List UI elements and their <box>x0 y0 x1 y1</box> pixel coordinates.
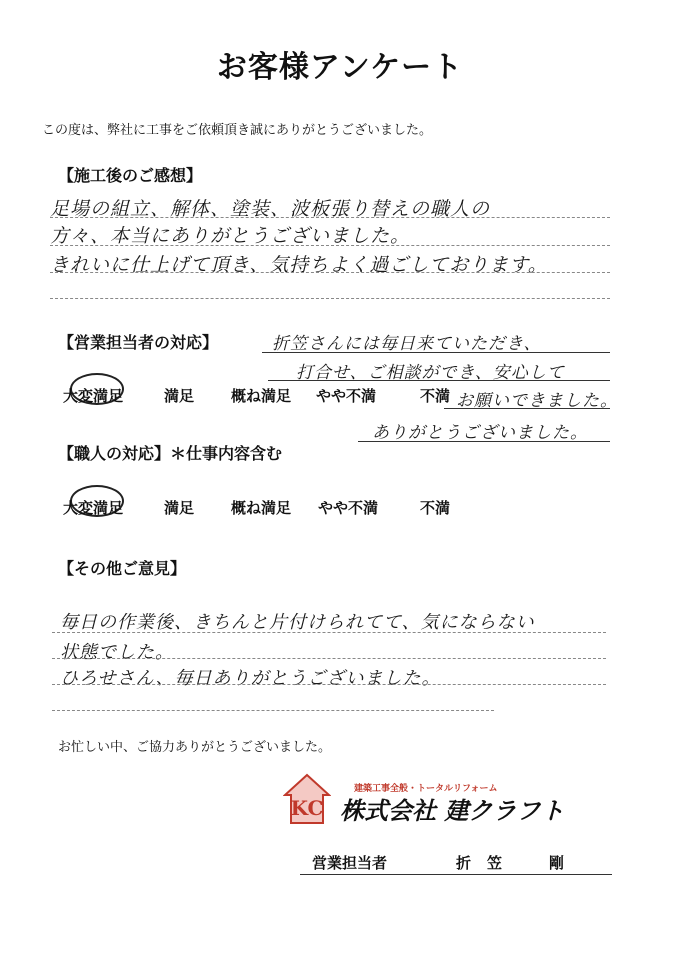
other-line-3: ひろせさん、毎日ありがとうございました。 <box>60 668 441 689</box>
craftsman-option-very-satisfied[interactable]: 大変満足 <box>63 499 124 517</box>
craftsman-option-dissatisfied[interactable]: 不満 <box>420 499 451 517</box>
craftsman-option-mostly-satisfied[interactable]: 概ね満足 <box>231 499 292 517</box>
impression-line-2: 方々、本当にありがとうございました。 <box>50 225 411 247</box>
other-rule-2 <box>52 658 606 659</box>
impression-rule-4 <box>50 298 610 299</box>
closing-text: お忙しい中、ご協力ありがとうございました。 <box>58 740 332 755</box>
other-rule-3 <box>52 684 606 685</box>
intro-text: この度は、弊社に工事をご依頼頂き誠にありがとうございました。 <box>42 123 433 138</box>
impression-line-3: きれいに仕上げて頂き、気持ちよく過ごしております。 <box>50 254 548 276</box>
sales-heading: 【営業担当者の対応】 <box>58 333 219 352</box>
impression-rule-2 <box>50 245 610 246</box>
signature-underline <box>300 874 612 875</box>
page-title: お客様アンケート <box>216 50 464 85</box>
sales-comment-line-1: 折笠さんには毎日来ていただき、 <box>272 334 542 354</box>
impression-rule-3 <box>50 272 610 273</box>
company-tagline: 建築工事全般・トータルリフォーム <box>354 784 498 794</box>
other-rule-4 <box>52 710 494 711</box>
sales-comment-line-2: 打合せ、ご相談ができ、安心して <box>296 363 565 383</box>
sales-option-somewhat-dissatisfied[interactable]: やや不満 <box>316 387 377 405</box>
signature-label: 営業担当者 <box>312 854 388 872</box>
impression-rule-1 <box>50 217 610 218</box>
signature-name: 折笠 剛 <box>456 854 581 872</box>
other-rule-1 <box>52 632 606 633</box>
other-line-1: 毎日の作業後、きちんと片付けられてて、気にならない <box>60 612 535 633</box>
craftsman-option-somewhat-dissatisfied[interactable]: やや不満 <box>318 499 379 517</box>
sales-option-satisfied[interactable]: 満足 <box>164 387 195 405</box>
craftsman-heading: 【職人の対応】＊仕事内容含む <box>58 444 283 463</box>
sales-comment-line-4: ありがとうございました。 <box>372 423 588 443</box>
sales-comment-rule-4 <box>358 441 610 442</box>
sales-comment-rule-3 <box>444 408 610 409</box>
house-logo-icon <box>283 773 331 825</box>
craftsman-option-satisfied[interactable]: 満足 <box>164 499 195 517</box>
impression-heading: 【施工後のご感想】 <box>58 166 203 185</box>
impression-line-1: 足場の組立、解体、塗装、波板張り替えの職人の <box>50 198 491 220</box>
sales-option-dissatisfied[interactable]: 不満 <box>420 387 451 405</box>
other-heading: 【その他ご意見】 <box>58 559 187 578</box>
sales-option-mostly-satisfied[interactable]: 概ね満足 <box>231 387 292 405</box>
company-name: 株式会社 建クラフト <box>340 797 565 825</box>
sales-comment-line-3: お願いできました。 <box>456 391 618 411</box>
sales-comment-rule-1 <box>262 352 610 353</box>
sales-option-very-satisfied[interactable]: 大変満足 <box>63 387 124 405</box>
company-logo <box>283 773 331 825</box>
logo-letters: KC <box>290 796 324 820</box>
other-line-2: 状態でした。 <box>60 642 174 663</box>
sales-comment-rule-2 <box>268 380 610 381</box>
